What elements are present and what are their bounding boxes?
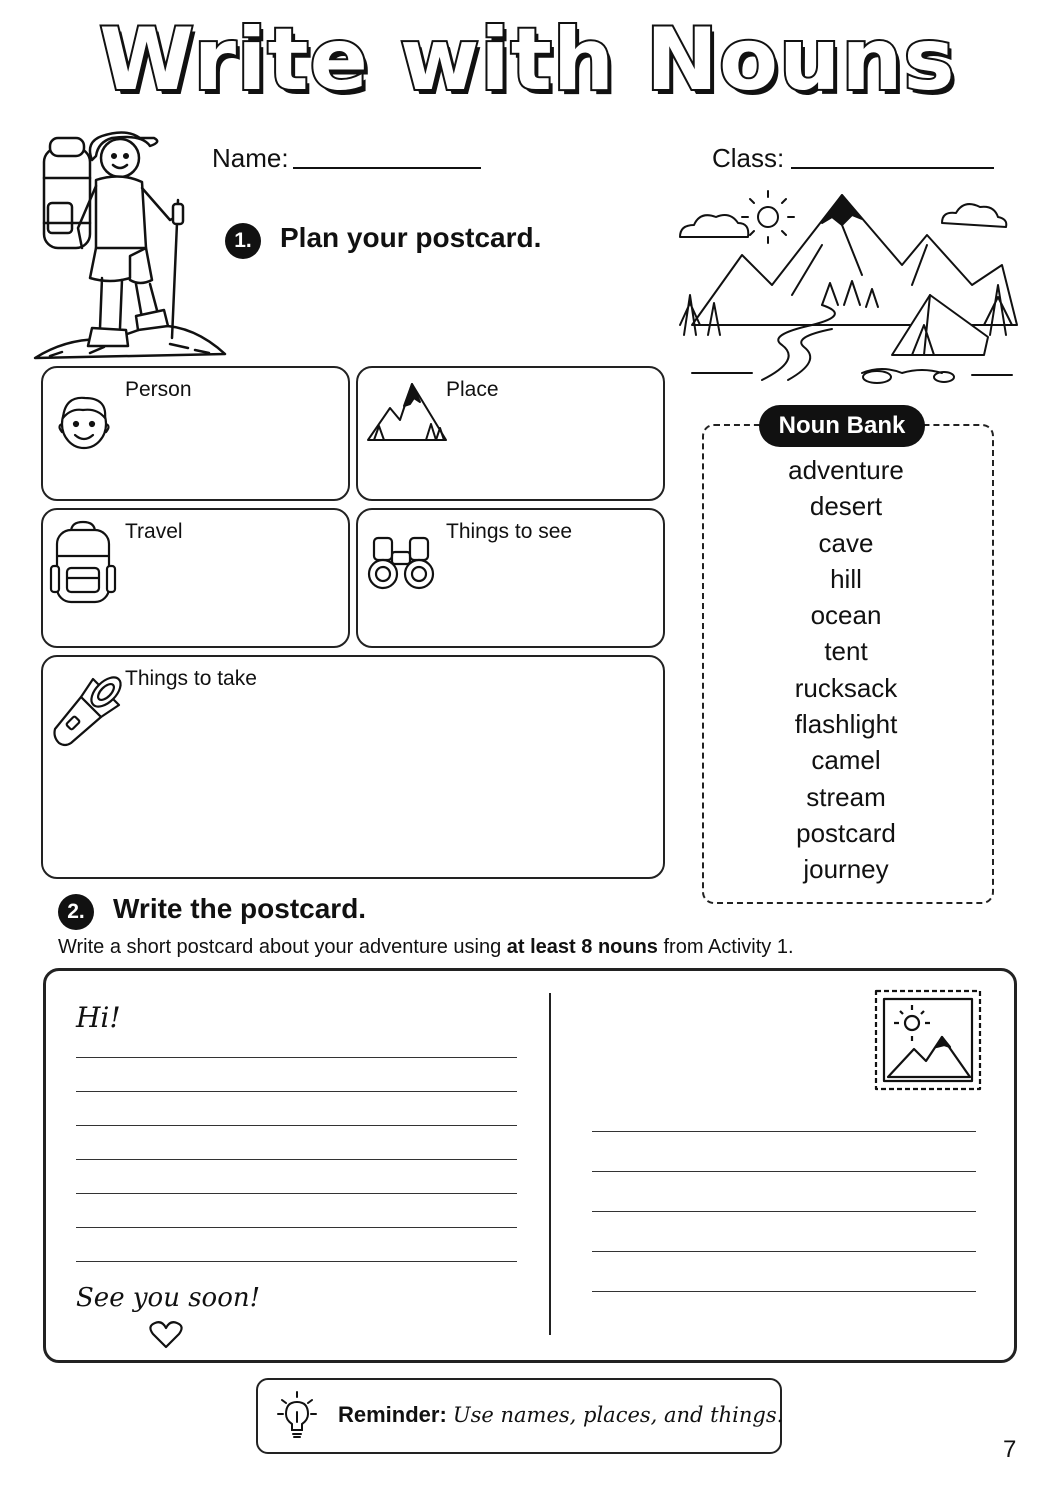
- noun-bank-word: tent: [824, 636, 868, 667]
- worksheet-title: Write with Nouns: [99, 10, 956, 110]
- reminder-label: Reminder:: [338, 1402, 447, 1427]
- step2-number-badge: 2.: [58, 894, 94, 930]
- name-field[interactable]: [293, 167, 481, 169]
- page-number: 7: [1003, 1436, 1017, 1463]
- postcard-divider: [549, 993, 551, 1335]
- message-line[interactable]: [76, 1125, 517, 1126]
- step1-heading: Plan your postcard.: [280, 222, 542, 253]
- plan-box-person[interactable]: [41, 366, 350, 501]
- noun-bank-word: postcard: [796, 817, 896, 848]
- step2-heading: Write the postcard.: [113, 893, 367, 924]
- plan-box-place-label: Place: [446, 378, 499, 401]
- noun-bank-word: journey: [803, 854, 889, 885]
- lightbulb-icon: [274, 1390, 320, 1440]
- plan-box-things-to-take-label: Things to take: [125, 667, 257, 690]
- instruction-text: Write a short postcard about your adventure using: [58, 936, 507, 958]
- backpack-icon: [49, 520, 117, 606]
- plan-box-person-label: Person: [125, 378, 192, 401]
- flashlight-icon: [49, 673, 123, 751]
- plan-box-travel[interactable]: [41, 508, 350, 648]
- plan-box-place[interactable]: [356, 366, 665, 501]
- plan-box-things-to-see-label: Things to see: [446, 520, 573, 543]
- address-line[interactable]: [592, 1291, 976, 1292]
- message-line[interactable]: [76, 1261, 517, 1262]
- postcard-greeting: Hi!: [76, 1001, 121, 1034]
- message-line[interactable]: [76, 1159, 517, 1160]
- noun-bank-word: flashlight: [794, 709, 898, 740]
- stamp-icon: [870, 985, 986, 1095]
- step2-instruction: [58, 936, 794, 959]
- noun-bank-word: camel: [811, 745, 881, 776]
- reminder-text: Use names, places, and things.: [452, 1403, 784, 1427]
- reminder-text-row: [338, 1402, 783, 1428]
- noun-bank-list: [702, 452, 990, 888]
- face-icon: [53, 390, 115, 452]
- heart-icon: [149, 1320, 183, 1350]
- address-line[interactable]: [592, 1251, 976, 1252]
- name-label: Name:: [212, 143, 289, 173]
- mountain-icon: [364, 378, 450, 444]
- postcard-box: [43, 968, 1017, 1363]
- message-line[interactable]: [76, 1091, 517, 1092]
- address-line[interactable]: [592, 1131, 976, 1132]
- class-label: Class:: [712, 143, 785, 173]
- address-line[interactable]: [592, 1211, 976, 1212]
- plan-box-things-to-take[interactable]: [41, 655, 665, 879]
- noun-bank-word: hill: [830, 563, 862, 594]
- plan-box-travel-label: Travel: [125, 520, 183, 543]
- noun-bank-word: cave: [818, 527, 874, 558]
- postcard-closing: See you soon!: [76, 1283, 261, 1313]
- reminder-box: [256, 1378, 782, 1454]
- class-field[interactable]: [791, 167, 994, 169]
- binoculars-icon: [366, 532, 436, 594]
- noun-bank-word: desert: [809, 491, 883, 522]
- step1-number-badge: 1.: [225, 223, 261, 259]
- noun-bank-word: rucksack: [794, 672, 898, 703]
- message-line[interactable]: [76, 1227, 517, 1228]
- noun-bank-word: ocean: [810, 600, 882, 631]
- instruction-text-end: from Activity 1.: [657, 936, 794, 958]
- mountain-scene-illustration: [672, 185, 1022, 385]
- message-line[interactable]: [76, 1057, 517, 1058]
- hiker-illustration: [30, 108, 230, 363]
- instruction-emphasis: at least 8 nouns: [506, 936, 658, 958]
- address-line[interactable]: [592, 1171, 976, 1172]
- noun-bank-word: adventure: [788, 455, 904, 485]
- message-line[interactable]: [76, 1193, 517, 1194]
- plan-box-things-to-see[interactable]: [356, 508, 665, 648]
- noun-bank-title: Noun Bank: [759, 405, 925, 447]
- noun-bank-word: stream: [806, 781, 886, 812]
